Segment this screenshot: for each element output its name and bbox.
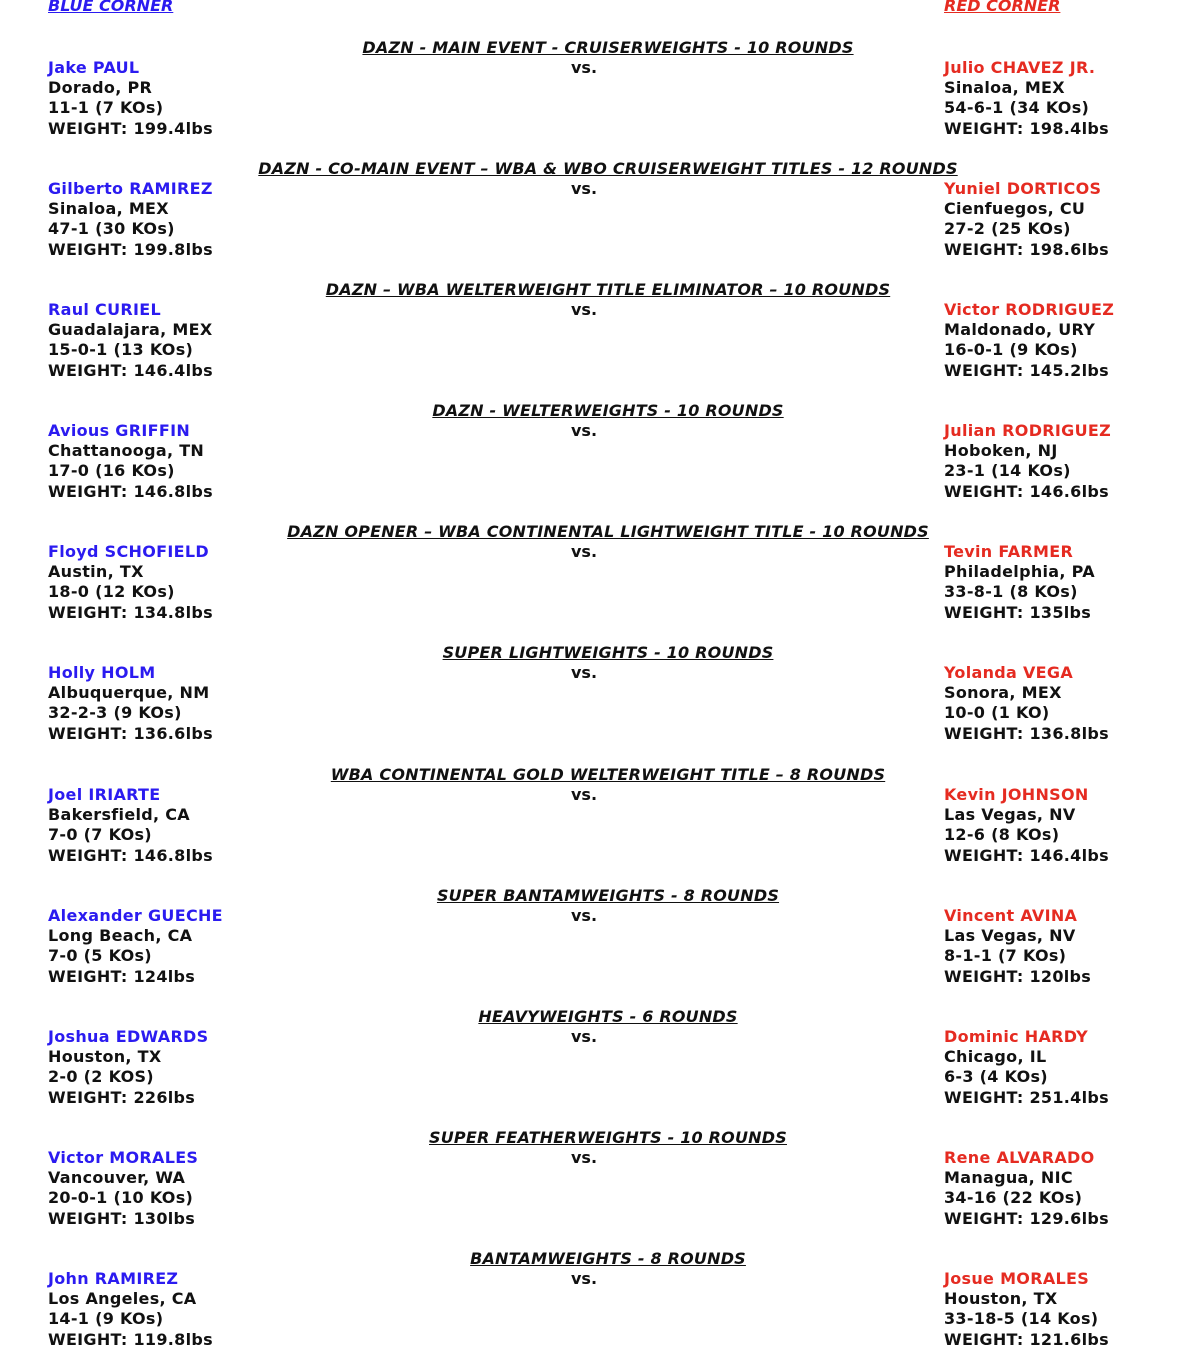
fighter-name: John RAMIREZ	[48, 1269, 179, 1288]
fighter-hometown: Long Beach, CA	[48, 926, 193, 946]
fighter-weight: WEIGHT: 146.4lbs	[48, 360, 213, 380]
fighter-weight: WEIGHT: 121.6lbs	[944, 1329, 1109, 1349]
red-fighter	[944, 300, 1114, 381]
fighter-name: Dominic HARDY	[944, 1027, 1089, 1046]
red-fighter	[944, 785, 1109, 866]
fighter-weight: WEIGHT: 146.8lbs	[48, 481, 213, 501]
blue-fighter	[48, 906, 223, 987]
blue-fighter	[48, 421, 213, 502]
fighter-name: Yolanda VEGA	[944, 663, 1074, 682]
fighter-name: Avious GRIFFIN	[48, 421, 191, 440]
fighter-hometown: Austin, TX	[48, 562, 144, 582]
fighter-name: Joel IRIARTE	[48, 785, 161, 804]
fighter-name: Floyd SCHOFIELD	[48, 542, 209, 561]
vs-label: vs.	[570, 1027, 598, 1046]
blue-fighter	[48, 1148, 198, 1229]
fighter-hometown: Managua, NIC	[944, 1168, 1073, 1188]
fighter-hometown: Las Vegas, NV	[944, 926, 1076, 946]
fighter-hometown: Las Vegas, NV	[944, 805, 1076, 825]
fighter-hometown: Vancouver, WA	[48, 1168, 186, 1188]
fighter-record: 18-0 (12 KOs)	[48, 582, 175, 602]
fighter-record: 34-16 (22 KOs)	[944, 1188, 1083, 1208]
bout	[0, 765, 1200, 875]
fighter-weight: WEIGHT: 198.6lbs	[944, 239, 1109, 259]
fighter-record: 47-1 (30 KOs)	[48, 219, 175, 239]
fighter-hometown: Sinaloa, MEX	[944, 78, 1065, 98]
bout	[0, 886, 1200, 996]
red-fighter	[944, 542, 1095, 623]
fighter-record: 32-2-3 (9 KOs)	[48, 703, 182, 723]
fighter-record: 54-6-1 (34 KOs)	[944, 98, 1090, 118]
red-fighter	[944, 58, 1109, 139]
fighter-hometown: Sinaloa, MEX	[48, 199, 169, 219]
bout	[0, 522, 1200, 632]
blue-fighter	[48, 663, 213, 744]
fighter-weight: WEIGHT: 119.8lbs	[48, 1329, 213, 1349]
fighter-record: 15-0-1 (13 KOs)	[48, 340, 194, 360]
bout-title: HEAVYWEIGHTS - 6 ROUNDS	[478, 1007, 738, 1026]
fighter-hometown: Houston, TX	[48, 1047, 162, 1067]
fighter-hometown: Chicago, IL	[944, 1047, 1047, 1067]
vs-label: vs.	[570, 58, 598, 77]
vs-label: vs.	[570, 1148, 598, 1167]
fighter-record: 14-1 (9 KOs)	[48, 1309, 164, 1329]
vs-label: vs.	[570, 300, 598, 319]
fighter-name: Victor RODRIGUEZ	[944, 300, 1115, 319]
fighter-weight: WEIGHT: 129.6lbs	[944, 1208, 1109, 1228]
fighter-weight: WEIGHT: 251.4lbs	[944, 1087, 1109, 1107]
vs-label: vs.	[570, 785, 598, 804]
red-fighter	[944, 1027, 1109, 1108]
fighter-record: 20-0-1 (10 KOs)	[48, 1188, 194, 1208]
bout-title: DAZN - CO-MAIN EVENT – WBA & WBO CRUISERWEIGHT TITLES - 12 ROUNDS	[258, 159, 958, 178]
fighter-name: Vincent AVINA	[944, 906, 1078, 925]
fighter-record: 33-8-1 (8 KOs)	[944, 582, 1078, 602]
fighter-weight: WEIGHT: 199.4lbs	[48, 118, 213, 138]
bout-title: WBA CONTINENTAL GOLD WELTERWEIGHT TITLE – 8 ROUNDS	[330, 765, 886, 784]
fighter-weight: WEIGHT: 146.6lbs	[944, 481, 1109, 501]
fighter-name: Julio CHAVEZ JR.	[944, 58, 1096, 77]
fighter-weight: WEIGHT: 124lbs	[48, 966, 196, 986]
blue-fighter	[48, 1269, 213, 1350]
fighter-weight: WEIGHT: 199.8lbs	[48, 239, 213, 259]
fighter-hometown: Sonora, MEX	[944, 683, 1062, 703]
bout-title: DAZN - MAIN EVENT - CRUISERWEIGHTS - 10 ROUNDS	[362, 38, 854, 57]
fighter-record: 8-1-1 (7 KOs)	[944, 946, 1067, 966]
bout-title: DAZN OPENER – WBA CONTINENTAL LIGHTWEIGHT TITLE - 10 ROUNDS	[287, 522, 929, 541]
fighter-hometown: Albuquerque, NM	[48, 683, 210, 703]
fighter-record: 10-0 (1 KO)	[944, 703, 1050, 723]
fighter-name: Victor MORALES	[48, 1148, 199, 1167]
fighter-name: Julian RODRIGUEZ	[944, 421, 1112, 440]
fighter-record: 11-1 (7 KOs)	[48, 98, 164, 118]
fighter-hometown: Los Angeles, CA	[48, 1289, 197, 1309]
vs-label: vs.	[570, 542, 598, 561]
fighter-hometown: Dorado, PR	[48, 78, 153, 98]
fighter-weight: WEIGHT: 146.8lbs	[48, 845, 213, 865]
fighter-name: Raul CURIEL	[48, 300, 161, 319]
fighter-hometown: Bakersfield, CA	[48, 805, 190, 825]
bout	[0, 1007, 1200, 1117]
blue-fighter	[48, 179, 213, 260]
red-corner-header: RED CORNER	[944, 0, 1061, 15]
fighter-name: Kevin JOHNSON	[944, 785, 1089, 804]
bout-title: BANTAMWEIGHTS - 8 ROUNDS	[470, 1249, 746, 1268]
fighter-record: 2-0 (2 KOS)	[48, 1067, 154, 1087]
fighter-name: Jake PAUL	[48, 58, 140, 77]
bout-title: DAZN – WBA WELTERWEIGHT TITLE ELIMINATOR – 10 ROUNDS	[325, 280, 891, 299]
bout-title: SUPER FEATHERWEIGHTS - 10 ROUNDS	[429, 1128, 787, 1147]
fighter-weight: WEIGHT: 134.8lbs	[48, 602, 213, 622]
bout	[0, 1249, 1200, 1359]
blue-fighter	[48, 300, 213, 381]
red-fighter	[944, 1148, 1109, 1229]
red-fighter	[944, 663, 1109, 744]
fighter-weight: WEIGHT: 130lbs	[48, 1208, 196, 1228]
fighter-hometown: Cienfuegos, CU	[944, 199, 1086, 219]
fighter-name: Gilberto RAMIREZ	[48, 179, 213, 198]
vs-label: vs.	[570, 906, 598, 925]
bout-title: DAZN - WELTERWEIGHTS - 10 ROUNDS	[432, 401, 784, 420]
fighter-record: 6-3 (4 KOs)	[944, 1067, 1048, 1087]
fighter-record: 16-0-1 (9 KOs)	[944, 340, 1078, 360]
fighter-name: Tevin FARMER	[944, 542, 1074, 561]
fighter-weight: WEIGHT: 136.8lbs	[944, 723, 1109, 743]
bout	[0, 1128, 1200, 1238]
fighter-weight: WEIGHT: 136.6lbs	[48, 723, 213, 743]
fighter-name: Yuniel DORTICOS	[944, 179, 1102, 198]
vs-label: vs.	[570, 421, 598, 440]
vs-label: vs.	[570, 1269, 598, 1288]
fighter-hometown: Hoboken, NJ	[944, 441, 1058, 461]
fighter-record: 12-6 (8 KOs)	[944, 825, 1060, 845]
red-fighter	[944, 906, 1091, 987]
fighter-record: 27-2 (25 KOs)	[944, 219, 1071, 239]
bout	[0, 280, 1200, 390]
bout-title: SUPER BANTAMWEIGHTS - 8 ROUNDS	[436, 886, 780, 905]
red-fighter	[944, 179, 1109, 260]
fighter-record: 7-0 (5 KOs)	[48, 946, 152, 966]
bout	[0, 38, 1200, 148]
fighter-weight: WEIGHT: 135lbs	[944, 602, 1092, 622]
fighter-record: 17-0 (16 KOs)	[48, 461, 175, 481]
fighter-hometown: Philadelphia, PA	[944, 562, 1095, 582]
fighter-record: 7-0 (7 KOs)	[48, 825, 152, 845]
blue-fighter	[48, 785, 213, 866]
blue-fighter	[48, 1027, 208, 1108]
vs-label: vs.	[570, 663, 598, 682]
bout	[0, 401, 1200, 511]
fighter-record: 23-1 (14 KOs)	[944, 461, 1071, 481]
fighter-hometown: Maldonado, URY	[944, 320, 1096, 340]
red-fighter	[944, 421, 1111, 502]
fighter-name: Josue MORALES	[944, 1269, 1090, 1288]
red-fighter	[944, 1269, 1109, 1350]
bout-title: SUPER LIGHTWEIGHTS - 10 ROUNDS	[442, 643, 774, 662]
fighter-hometown: Guadalajara, MEX	[48, 320, 213, 340]
fighter-hometown: Chattanooga, TN	[48, 441, 205, 461]
fighter-name: Rene ALVARADO	[944, 1148, 1095, 1167]
fighter-name: Alexander GUECHE	[48, 906, 223, 925]
fighter-hometown: Houston, TX	[944, 1289, 1058, 1309]
fighter-weight: WEIGHT: 198.4lbs	[944, 118, 1109, 138]
vs-label: vs.	[570, 179, 598, 198]
blue-fighter	[48, 58, 213, 139]
bout	[0, 643, 1200, 753]
fighter-name: Joshua EDWARDS	[48, 1027, 209, 1046]
bout	[0, 159, 1200, 269]
fighter-record: 33-18-5 (14 Kos)	[944, 1309, 1099, 1329]
fighter-weight: WEIGHT: 120lbs	[944, 966, 1092, 986]
fighter-name: Holly HOLM	[48, 663, 156, 682]
fighter-weight: WEIGHT: 145.2lbs	[944, 360, 1109, 380]
blue-fighter	[48, 542, 213, 623]
fighter-weight: WEIGHT: 146.4lbs	[944, 845, 1109, 865]
fighter-weight: WEIGHT: 226lbs	[48, 1087, 196, 1107]
blue-corner-header: BLUE CORNER	[48, 0, 174, 15]
